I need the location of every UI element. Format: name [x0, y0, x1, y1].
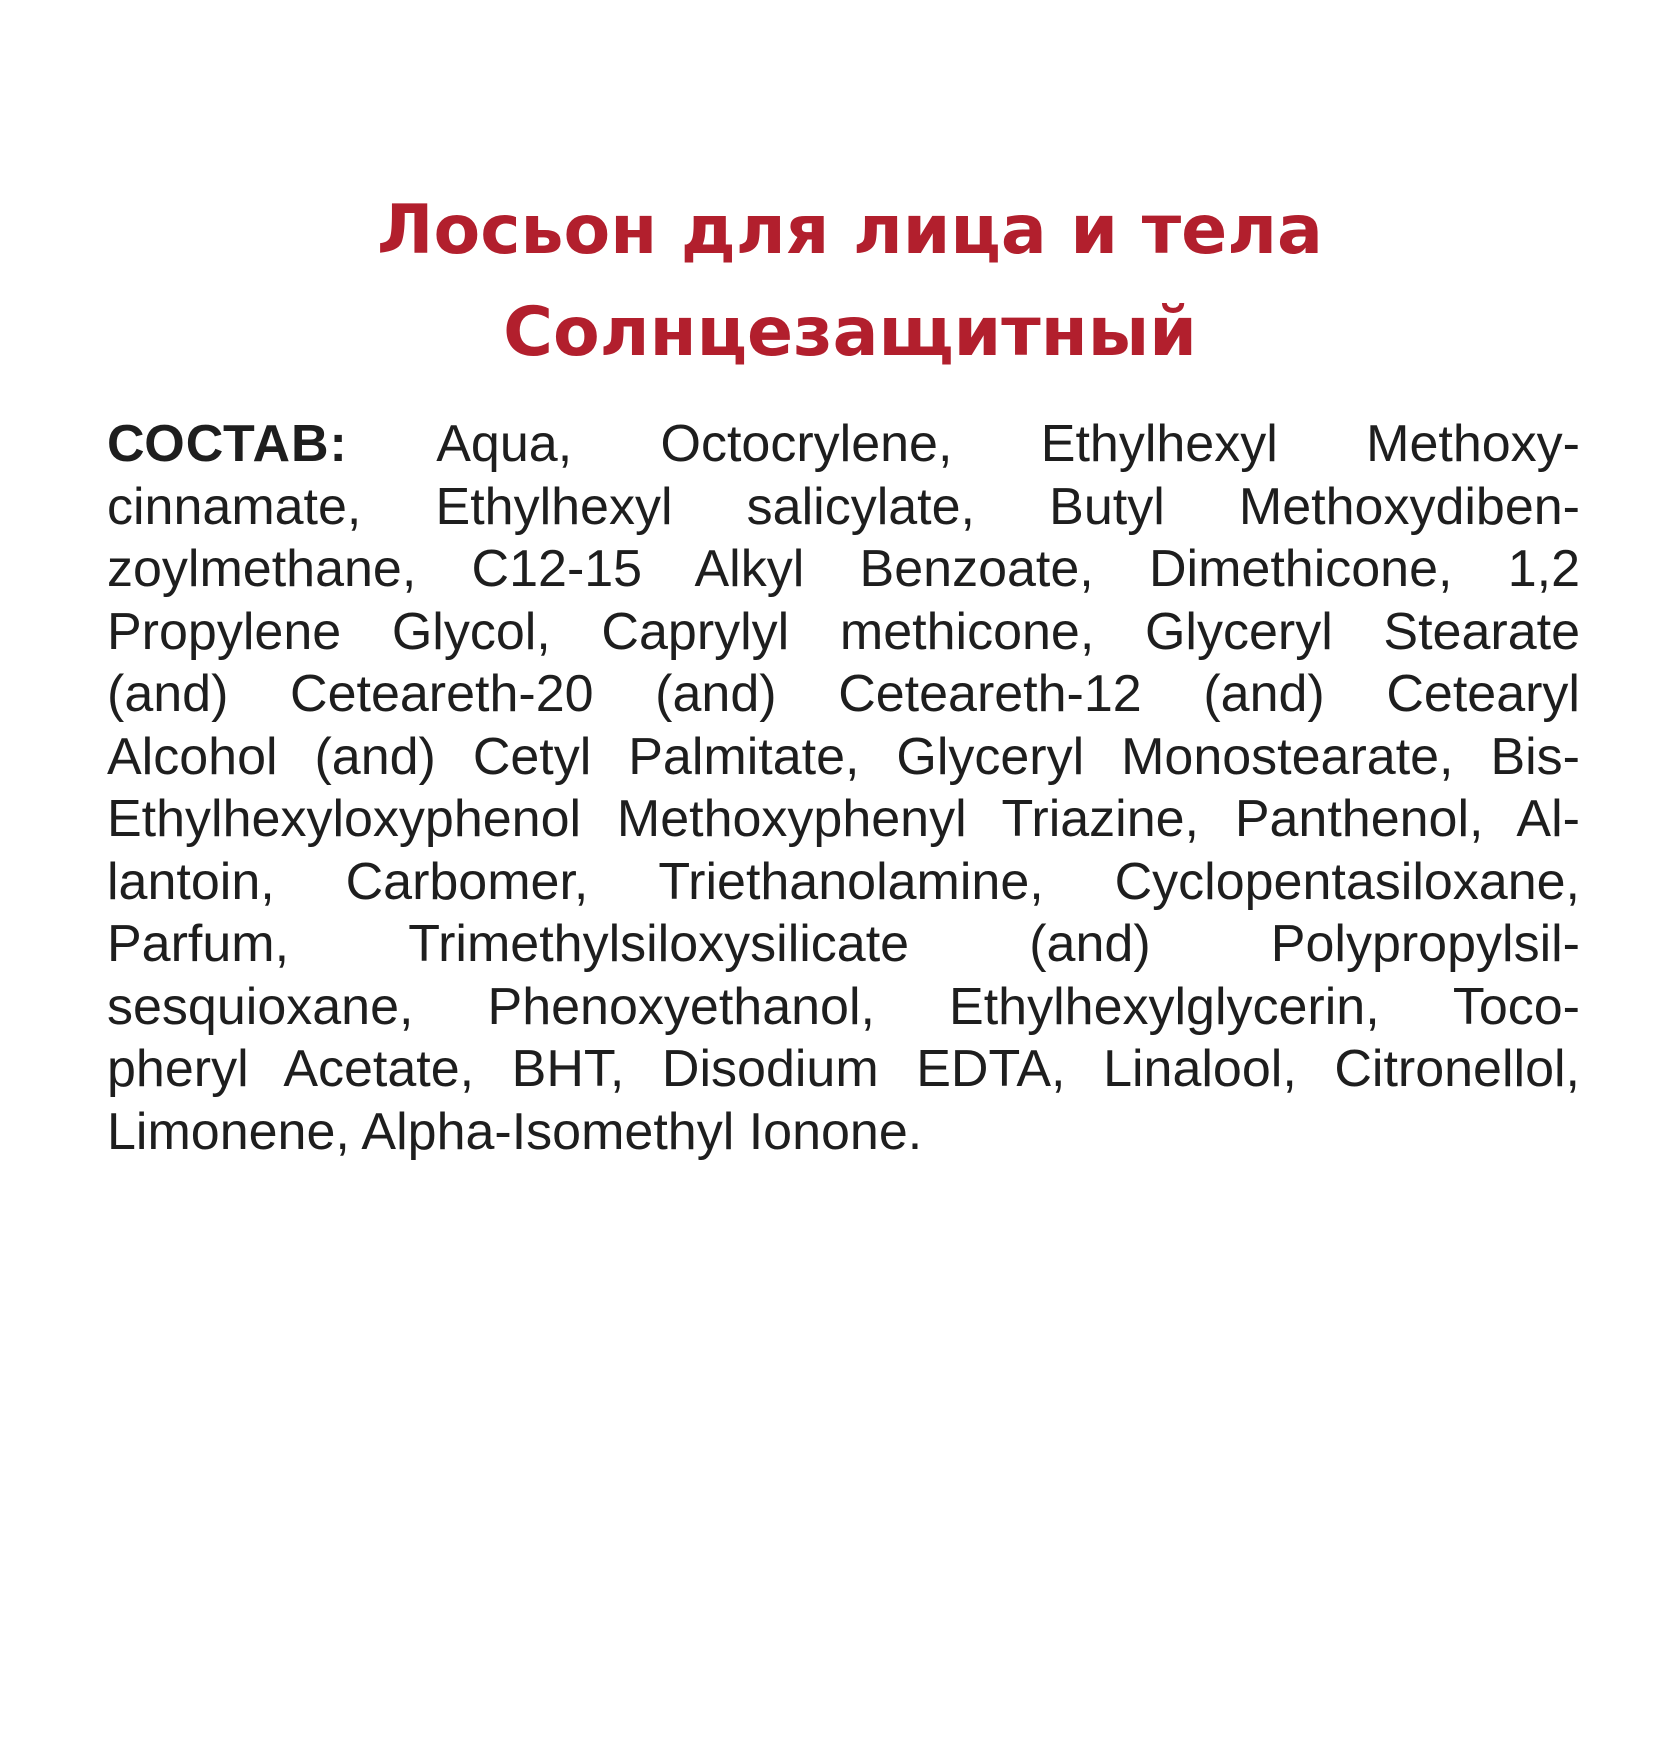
ingredients-line: Limonene, Alpha-Isomethyl Ionone.	[107, 1102, 923, 1161]
ingredients-line: Propylene Glycol, Caprylyl methicone, Glyceryl Stearate	[107, 602, 1580, 661]
ingredients-line: zoylmethane, C12-15 Alkyl Benzoate, Dimethicone, 1,2	[107, 540, 1580, 598]
ingredients-line: cinnamate, Ethylhexyl salicylate, Butyl Methoxydiben-	[107, 477, 1580, 536]
ingredients-line	[107, 413, 1580, 476]
product-title	[0, 180, 1680, 384]
ingredients-line: lantoin, Carbomer, Triethanolamine, Cyclopentasiloxane,	[107, 852, 1580, 911]
ingredients-line: pheryl Acetate, BHT, Disodium EDTA, Linalool, Citronellol,	[107, 1040, 1580, 1098]
ingredients-text: Aqua, Octocrylene, Ethylhexyl Methoxy-	[347, 415, 1580, 473]
ingredients-line: Ethylhexyloxyphenol Methoxyphenyl Triazine, Panthenol, Al-	[107, 790, 1580, 848]
ingredients-line: Alcohol (and) Cetyl Palmitate, Glyceryl Monostearate, Bis-	[107, 727, 1580, 786]
product-title-line-1: Лосьон для лица и тела	[377, 191, 1323, 270]
ingredients-composition	[107, 413, 1580, 1163]
ingredients-line: sesquioxane, Phenoxyethanol, Ethylhexylglycerin, Toco-	[107, 977, 1580, 1036]
ingredients-line: (and) Ceteareth-20 (and) Ceteareth-12 (and) Cetearyl	[107, 665, 1580, 723]
ingredients-line: Parfum, Trimethylsiloxysilicate (and) Polypropylsil-	[107, 915, 1580, 973]
product-title-line-2: Солнцезащитный	[503, 293, 1197, 372]
composition-label: СОСТАВ:	[107, 415, 348, 473]
